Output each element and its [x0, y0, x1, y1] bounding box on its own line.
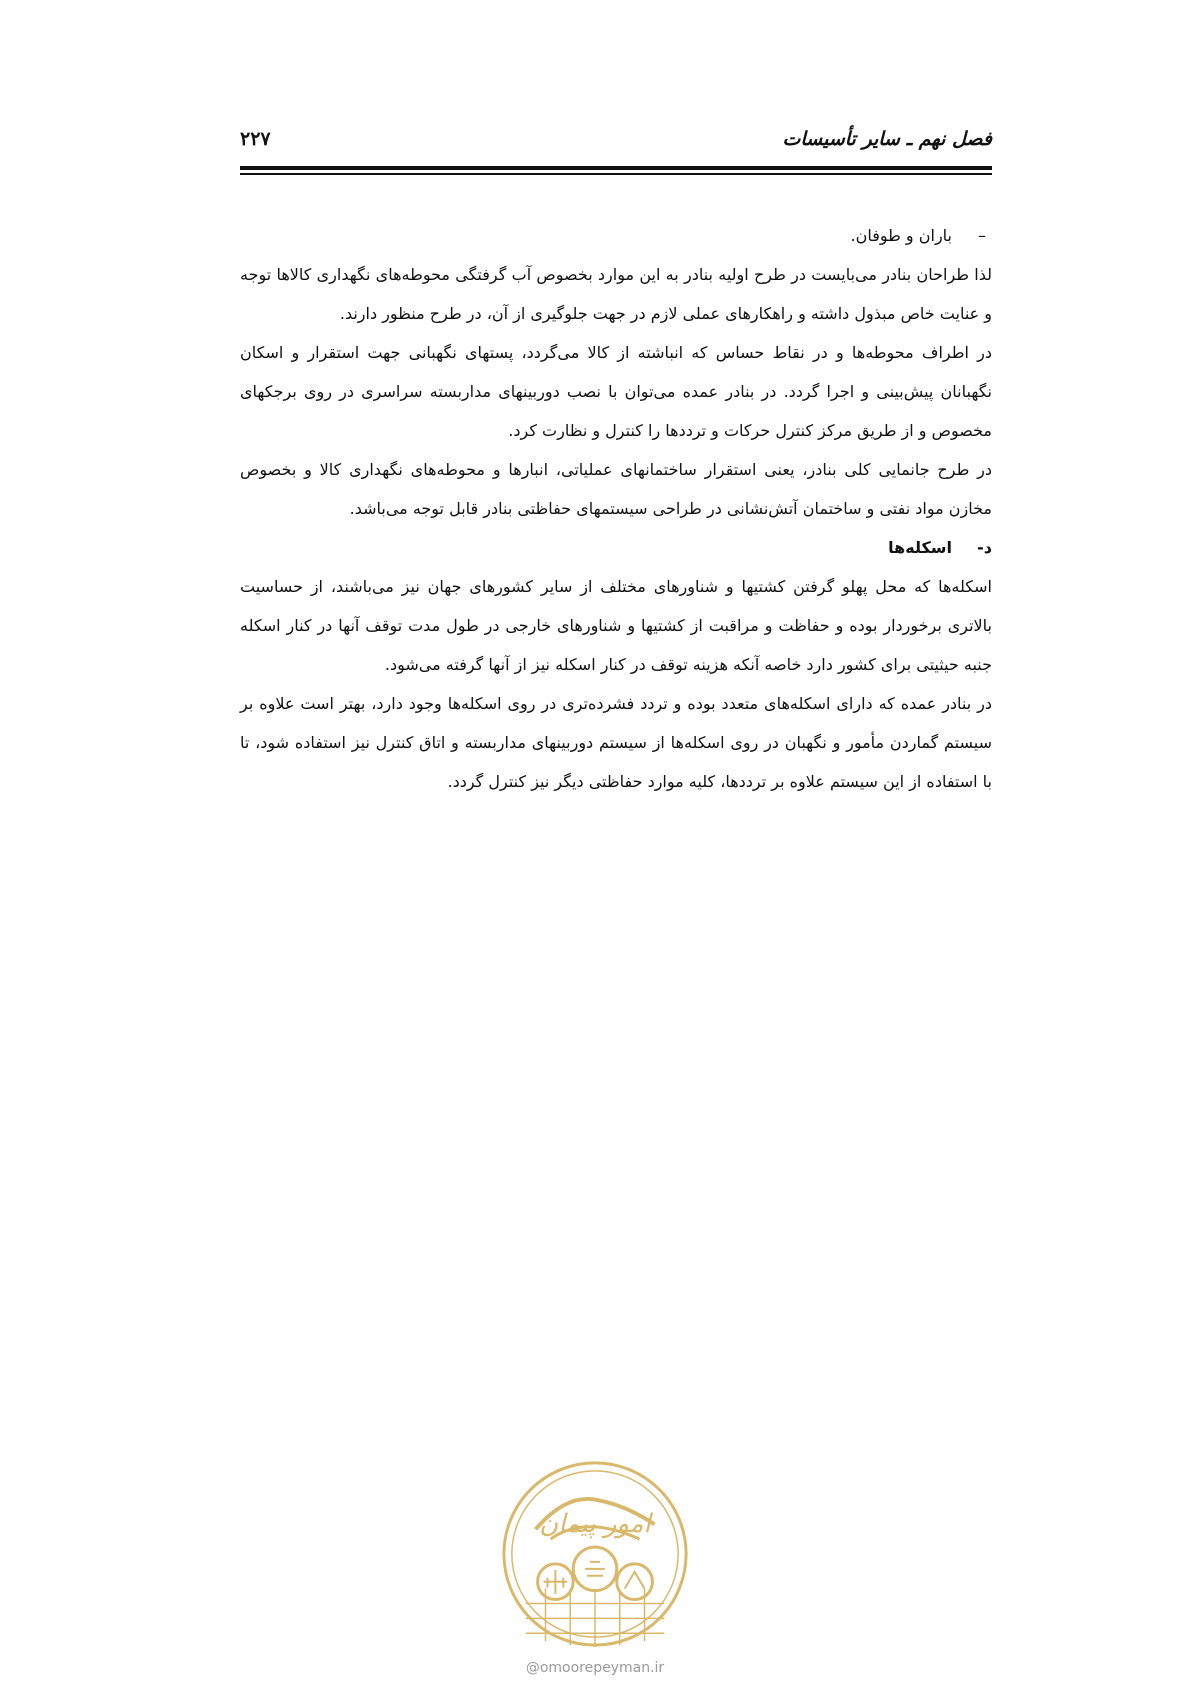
paragraph-3: در طرح جانمایی کلی بنادر، یعنی استقرار ساختمانهای عملیاتی، انبارها و محوطه‌های نگهداری کالا و بخصوص مخازن مواد نفتی و ساختمان آتش‌نشانی در طراحی سیستمهای حفاظتی بنادر قابل توجه می‌باشد.	[240, 460, 992, 518]
header-rule-thin	[240, 173, 992, 175]
bullet-text: باران و طوفان.	[850, 226, 952, 245]
bullet-item	[240, 216, 992, 255]
page-body	[240, 216, 992, 801]
watermark-url: @omoorepeyman.ir	[525, 1660, 665, 1676]
bullet-dash: –	[978, 226, 986, 245]
paragraph-4: اسکله‌ها که محل پهلو گرفتن کشتیها و شناورهای مختلف از سایر کشورهای جهان نیز می‌باشند، از حساسیت بالاتری برخوردار بوده و حفاظت و مراقبت از کشتیها و شناورهای خارجی در طول مدت توقف آنها در کنار اسکله جنبه حیثیتی برای کشور دارد خاصه آنکه هزینه توقف در کنار اسکله نیز از آنها گرفته می‌شود.	[240, 577, 992, 674]
chapter-title: فصل نهم ـ سایر تأسیسات	[782, 128, 992, 150]
page-header	[240, 128, 992, 162]
paragraph-2: در اطراف محوطه‌ها و در نقاط حساس که انباشته از کالا می‌گردد، پستهای نگهبانی جهت استقرار و اسکان نگهبانان پیش‌بینی و اجرا گردد. در بنادر عمده می‌توان با نصب دوربینهای مداربسته سراسری در روی برجکهای مخصوص و از طریق مرکز کنترل حرکات و ترددها را کنترل و نظارت کرد.	[240, 343, 992, 440]
header-rule-thick	[240, 166, 992, 170]
watermark-logo-text: امور پیمان	[539, 1509, 651, 1540]
paragraph-1: لذا طراحان بنادر می‌بایست در طرح اولیه بنادر به این موارد بخصوص آب گرفتگی محوطه‌های نگهداری کالاها توجه و عنایت خاص مبذول داشته و راهکارهای عملی لازم در جهت جلوگیری از آن، در طرح منظور دارند.	[240, 265, 992, 323]
section-marker: د-	[977, 538, 992, 557]
paragraph-5: در بنادر عمده که دارای اسکله‌های متعدد بوده و تردد فشرده‌تری در روی اسکله‌ها وجود دارد، بهتر است علاوه بر سیستم گماردن مأمور و نگهبان در روی اسکله‌ها از سیستم دوربینهای مداربسته و اتاق کنترل نیز استفاده شود، تا با استفاده از این سیستم علاوه بر ترددها، کلیه موارد حفاظتی دیگر نیز کنترل گردد.	[240, 694, 992, 791]
watermark-logo-icon	[496, 1455, 694, 1653]
section-title: اسکله‌ها	[888, 538, 952, 557]
section-heading-d	[240, 528, 992, 567]
page-number: ۲۲۷	[240, 128, 271, 150]
